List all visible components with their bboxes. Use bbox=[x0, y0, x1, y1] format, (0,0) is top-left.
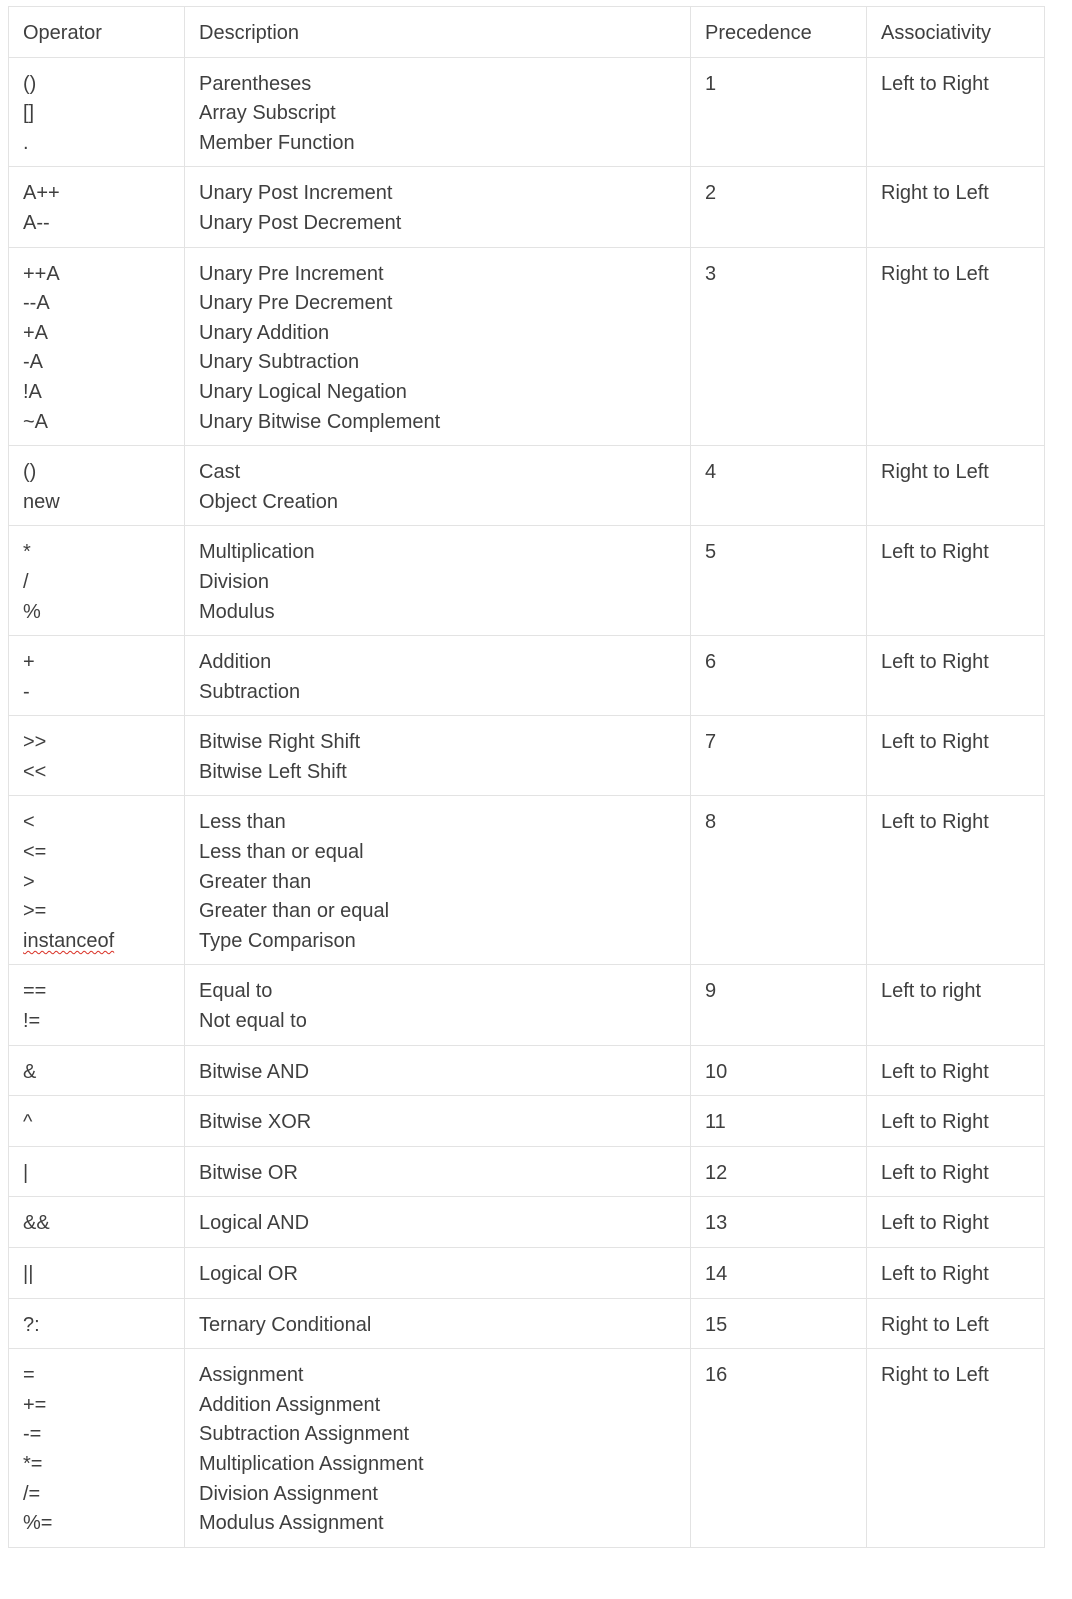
operator-symbol: != bbox=[23, 1010, 41, 1033]
operator-symbol: !A bbox=[23, 380, 42, 403]
operator-cell bbox=[9, 796, 185, 965]
precedence-cell: 13 bbox=[691, 1197, 867, 1248]
operator-cell bbox=[9, 446, 185, 526]
operator-cell bbox=[9, 1248, 185, 1299]
table-row bbox=[9, 1298, 1045, 1349]
operator-symbol: ^ bbox=[23, 1111, 33, 1134]
operator-description: Subtraction Assignment bbox=[199, 1423, 410, 1446]
operator-description: Multiplication bbox=[199, 541, 315, 564]
associativity-cell: Right to Left bbox=[867, 446, 1045, 526]
header-precedence: Precedence bbox=[691, 7, 867, 58]
operator-cell bbox=[9, 1298, 185, 1349]
operator-description: Array Subscript bbox=[199, 102, 336, 125]
operator-symbol: ~A bbox=[23, 410, 49, 433]
associativity-cell: Left to Right bbox=[867, 1146, 1045, 1197]
operator-description: Subtraction bbox=[199, 680, 301, 703]
description-cell bbox=[185, 1096, 691, 1147]
operator-symbol: >> bbox=[23, 731, 47, 754]
operator-cell bbox=[9, 636, 185, 716]
table-row bbox=[9, 965, 1045, 1045]
operator-symbol: & bbox=[23, 1060, 37, 1083]
precedence-cell: 8 bbox=[691, 796, 867, 965]
operator-symbol: new bbox=[23, 490, 60, 513]
operator-description: Modulus Assignment bbox=[199, 1512, 384, 1535]
precedence-cell: 4 bbox=[691, 446, 867, 526]
operator-cell bbox=[9, 247, 185, 446]
operator-cell bbox=[9, 1096, 185, 1147]
operator-symbol: ?: bbox=[23, 1313, 40, 1336]
table-row bbox=[9, 167, 1045, 247]
associativity-cell: Right to Left bbox=[867, 1298, 1045, 1349]
operator-symbol: --A bbox=[23, 292, 50, 315]
description-cell bbox=[185, 1248, 691, 1299]
operator-description: Multiplication Assignment bbox=[199, 1452, 424, 1475]
operator-symbol: () bbox=[23, 72, 37, 95]
table-row bbox=[9, 796, 1045, 965]
operator-description: Unary Post Decrement bbox=[199, 211, 402, 234]
table-row bbox=[9, 1349, 1045, 1548]
precedence-cell: 3 bbox=[691, 247, 867, 446]
precedence-cell: 2 bbox=[691, 167, 867, 247]
operator-description: Modulus bbox=[199, 600, 275, 623]
operator-symbol: = bbox=[23, 1364, 35, 1387]
operator-description: Ternary Conditional bbox=[199, 1313, 372, 1336]
operator-symbol: || bbox=[23, 1263, 34, 1285]
table-row bbox=[9, 1146, 1045, 1197]
table-row bbox=[9, 1045, 1045, 1096]
operator-symbol: <= bbox=[23, 841, 47, 864]
operator-cell bbox=[9, 526, 185, 636]
operator-symbol: /= bbox=[23, 1482, 41, 1505]
precedence-cell: 1 bbox=[691, 57, 867, 167]
operator-cell bbox=[9, 57, 185, 167]
description-cell bbox=[185, 1146, 691, 1197]
table-body bbox=[9, 57, 1045, 1547]
precedence-cell: 5 bbox=[691, 526, 867, 636]
operator-description: Unary Logical Negation bbox=[199, 380, 407, 403]
operator-table-container bbox=[8, 6, 1044, 1548]
description-cell bbox=[185, 636, 691, 716]
table-row bbox=[9, 1197, 1045, 1248]
operator-description: Division Assignment bbox=[199, 1482, 378, 1505]
operator-symbol: +A bbox=[23, 321, 49, 344]
associativity-cell: Right to Left bbox=[867, 167, 1045, 247]
associativity-cell: Left to Right bbox=[867, 57, 1045, 167]
table-row bbox=[9, 716, 1045, 796]
description-cell bbox=[185, 526, 691, 636]
operator-symbol: ++A bbox=[23, 262, 60, 285]
table-row bbox=[9, 446, 1045, 526]
operator-symbol: / bbox=[23, 570, 29, 593]
operator-symbol: > bbox=[23, 870, 35, 893]
table-header-row bbox=[9, 7, 1045, 58]
operator-description: Not equal to bbox=[199, 1010, 307, 1033]
operator-description: Addition Assignment bbox=[199, 1393, 381, 1416]
operator-description: Bitwise XOR bbox=[199, 1111, 312, 1134]
description-cell bbox=[185, 716, 691, 796]
precedence-cell: 7 bbox=[691, 716, 867, 796]
description-cell bbox=[185, 1298, 691, 1349]
operator-description: Unary Pre Increment bbox=[199, 262, 384, 285]
precedence-cell: 12 bbox=[691, 1146, 867, 1197]
precedence-cell: 11 bbox=[691, 1096, 867, 1147]
operator-symbol: | bbox=[23, 1161, 29, 1184]
operator-symbol: == bbox=[23, 980, 47, 1003]
operator-symbol: -= bbox=[23, 1423, 42, 1446]
operator-description: Assignment bbox=[199, 1364, 304, 1387]
operator-description: Less than or equal bbox=[199, 841, 364, 864]
operator-symbol: - bbox=[23, 680, 30, 703]
description-cell bbox=[185, 1045, 691, 1096]
associativity-cell: Left to Right bbox=[867, 1197, 1045, 1248]
description-cell bbox=[185, 446, 691, 526]
operator-description: Cast bbox=[199, 461, 241, 484]
operator-description: Member Function bbox=[199, 131, 355, 154]
precedence-cell: 10 bbox=[691, 1045, 867, 1096]
operator-description: Unary Post Increment bbox=[199, 182, 393, 205]
operator-cell bbox=[9, 716, 185, 796]
operator-symbol: A-- bbox=[23, 211, 50, 234]
description-cell bbox=[185, 57, 691, 167]
operator-description: Less than bbox=[199, 811, 286, 834]
operator-description: Greater than bbox=[199, 870, 312, 893]
operator-description: Unary Bitwise Complement bbox=[199, 410, 441, 433]
operator-cell bbox=[9, 965, 185, 1045]
header-description: Description bbox=[185, 7, 691, 58]
table-row bbox=[9, 526, 1045, 636]
operator-description: Bitwise OR bbox=[199, 1161, 298, 1184]
associativity-cell: Right to Left bbox=[867, 1349, 1045, 1548]
operator-symbol: && bbox=[23, 1212, 50, 1235]
operator-symbol: [] bbox=[23, 102, 35, 125]
operator-symbol: += bbox=[23, 1393, 47, 1416]
description-cell bbox=[185, 965, 691, 1045]
description-cell bbox=[185, 247, 691, 446]
associativity-cell: Left to Right bbox=[867, 1096, 1045, 1147]
operator-cell bbox=[9, 167, 185, 247]
table-row bbox=[9, 1096, 1045, 1147]
operator-symbol: () bbox=[23, 461, 37, 484]
precedence-cell: 9 bbox=[691, 965, 867, 1045]
associativity-cell: Left to Right bbox=[867, 1248, 1045, 1299]
operator-description: Unary Pre Decrement bbox=[199, 292, 393, 315]
operator-description: Type Comparison bbox=[199, 929, 356, 952]
operator-description: Object Creation bbox=[199, 490, 338, 513]
operator-cell bbox=[9, 1045, 185, 1096]
description-cell bbox=[185, 1197, 691, 1248]
precedence-cell: 6 bbox=[691, 636, 867, 716]
operator-symbol: instanceof bbox=[23, 929, 115, 952]
operator-description: Division bbox=[199, 570, 270, 593]
operator-description: Unary Subtraction bbox=[199, 351, 360, 374]
precedence-cell: 16 bbox=[691, 1349, 867, 1548]
associativity-cell: Left to Right bbox=[867, 526, 1045, 636]
table-row bbox=[9, 57, 1045, 167]
operator-symbol: < bbox=[23, 811, 35, 834]
precedence-cell: 14 bbox=[691, 1248, 867, 1299]
associativity-cell: Right to Left bbox=[867, 247, 1045, 446]
table-row bbox=[9, 1248, 1045, 1299]
operator-symbol: + bbox=[23, 651, 35, 674]
operator-description: Unary Addition bbox=[199, 321, 330, 344]
associativity-cell: Left to Right bbox=[867, 716, 1045, 796]
precedence-cell: 15 bbox=[691, 1298, 867, 1349]
header-associativity: Associativity bbox=[867, 7, 1045, 58]
operator-description: Bitwise Left Shift bbox=[199, 760, 347, 783]
operator-description: Logical OR bbox=[199, 1263, 298, 1285]
operator-description: Greater than or equal bbox=[199, 900, 390, 923]
associativity-cell: Left to right bbox=[867, 965, 1045, 1045]
operator-description: Bitwise Right Shift bbox=[199, 731, 361, 754]
operator-precedence-table bbox=[8, 6, 1045, 1548]
operator-symbol: *= bbox=[23, 1452, 43, 1475]
operator-description: Equal to bbox=[199, 980, 273, 1003]
associativity-cell: Left to Right bbox=[867, 796, 1045, 965]
operator-description: Addition bbox=[199, 651, 272, 674]
associativity-cell: Left to Right bbox=[867, 636, 1045, 716]
table-row bbox=[9, 247, 1045, 446]
description-cell bbox=[185, 167, 691, 247]
table-row bbox=[9, 636, 1045, 716]
operator-cell bbox=[9, 1146, 185, 1197]
operator-description: Parentheses bbox=[199, 72, 312, 95]
description-cell bbox=[185, 1349, 691, 1548]
operator-symbol: %= bbox=[23, 1512, 53, 1535]
operator-symbol: << bbox=[23, 760, 47, 783]
operator-symbol: . bbox=[23, 131, 29, 154]
operator-symbol: * bbox=[23, 541, 31, 564]
header-operator: Operator bbox=[9, 7, 185, 58]
operator-symbol: >= bbox=[23, 900, 47, 923]
description-cell bbox=[185, 796, 691, 965]
operator-symbol: % bbox=[23, 600, 41, 623]
associativity-cell: Left to Right bbox=[867, 1045, 1045, 1096]
operator-description: Logical AND bbox=[199, 1212, 310, 1235]
operator-symbol: A++ bbox=[23, 182, 60, 205]
operator-cell bbox=[9, 1197, 185, 1248]
operator-description: Bitwise AND bbox=[199, 1060, 310, 1083]
operator-cell bbox=[9, 1349, 185, 1548]
operator-symbol: -A bbox=[23, 351, 43, 374]
